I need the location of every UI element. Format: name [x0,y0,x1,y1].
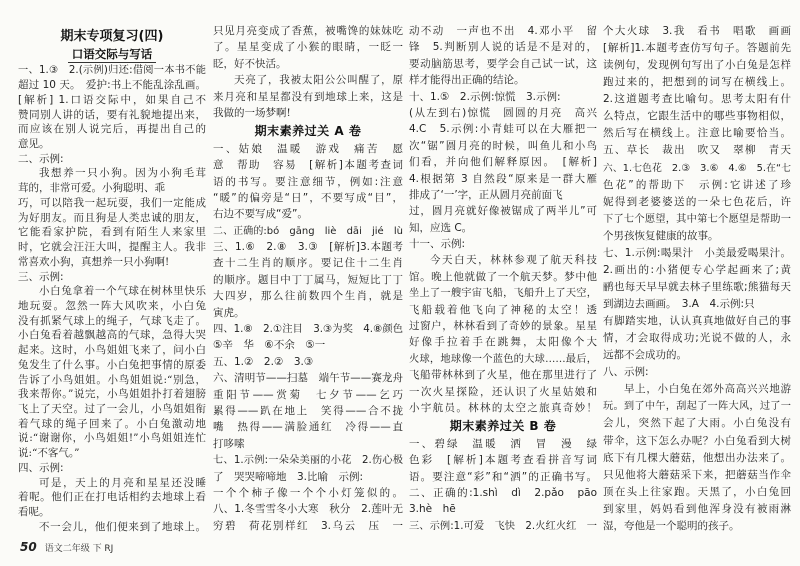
answer-line: 样才能得出正确的结论。 [409,74,525,87]
answer-line: 右边不要写成“爱”。 [213,208,308,221]
essay-line: 来月亮和星星都没有到地球上来，这是 [213,90,403,103]
essay-line: 着呢。他们正在打电话相约去地球上看 [18,491,206,504]
essay-line: 只见月亮变成了香蕉，被嘴馋的妹妹吃 [213,25,403,37]
answer-line: 二、示例: [18,152,64,165]
answer-line: 查十二生肖的顺序。要记住十二生肖 [213,257,403,270]
answer-line: (从左到右)惊慌 圆圆的月亮 高兴 [409,106,597,119]
text-column-1 [18,28,206,534]
essay-line: 火球，地球像一个蓝色的大球……最后， [409,352,597,365]
answer-line: 寅虎。 [213,306,245,319]
answer-line: 一个个柿子像一个个小灯笼似的。 [213,486,403,499]
answer-line: 八、示例: [603,366,649,379]
answer-line: 个大火球 3.我 看书 唱歌 画画 [603,25,791,37]
answer-line: 一、姑娘 温暖 游戏 痛苦 愿 [213,142,403,155]
section-heading: 期末素养过关 A 卷 [254,124,362,139]
answer-line: 动不动 一声也不出 4.邓小平 留 [409,25,597,37]
answer-line: 六、清明节——扫墓 端午节——赛龙舟 [213,372,403,385]
answer-line: 超过 10 天。 爱护:书上不能乱涂乱画。 [18,79,206,92]
answer-line: 锋 5.判断别人说的话是不是对的， [409,41,597,54]
essay-line: 坐上了一艘宇宙飞船，飞船升上了天空， [409,287,597,300]
answer-line: 次“锯”圆月亮的时候，叫鱼儿和小鸟 [409,139,597,152]
answer-line: 鹂也每天早早就去林子里练歌;熊猫每天 [603,280,791,293]
answer-line: 个男孩恢复健康的故事。 [603,229,719,242]
essay-line: 巧，可以陪我一起玩耍，我们一定能成 [18,196,206,209]
answer-line: 远都不会成功的。 [603,349,687,362]
page-footer [20,540,113,556]
essay-line: 看呢。 [18,506,50,518]
answer-line: 而应该在别人说完后，再提出自己的 [18,123,206,136]
answer-line: 跑过来的，把想到的词写在横线上。 [603,76,791,89]
answer-line: 下了七个愿望，其中第七个愿望是帮助一 [603,212,791,225]
page-title: 期末专项复习(四) [60,29,164,44]
answer-line: 们看，并向他们解释原因。 [解析] [409,156,597,169]
answer-line: 赞同别人讲的话，要有礼貌地提出来， [18,108,206,121]
answer-line: 意见。 [18,138,50,151]
answer-line: 排成了‘一’字，正从圆月亮前面飞 [409,188,563,201]
essay-line: 告诉了小鸟姐姐。小鸟姐姐说:“别急， [18,373,206,386]
answer-line: 打哆嗦 [213,437,245,450]
essay-line: 飞上了天空。过了一会儿，小鸟姐姐衔 [18,402,206,415]
answer-line: 3.hè hē [409,503,456,516]
answer-line: 十一、示例: [409,238,466,251]
essay-line: 过窗户，林林看到了奇妙的景象。星星 [409,320,597,333]
answer-line: 六、1.七色花 2.③ 3.⑥ 4.⑥ 5.在“七 [603,162,791,174]
book-label: 语文二年级 下 RJ [44,544,114,554]
answer-line: 七、1.示例:一朵朵美丽的小花 2.伤心极 [213,454,403,467]
answer-line: 重阳节——赏菊 七夕节——乞巧 [213,388,403,401]
essay-line: 为好朋友。而且狗是人类忠诚的朋友， [18,211,206,224]
essay-line: 地玩耍。忽然一阵大风吹来，小白兔 [18,299,206,312]
answer-line: 嘴 热得——满脸通红 冷得——直 [213,421,403,434]
essay-line: 带伞，这下怎么办呢？小白兔看到大树 [603,434,791,447]
answer-line: 七、1.示例:喝果汁 小美最爱喝果汁。 [603,246,791,259]
page-number: 50 [20,540,37,554]
essay-line: 飞船载着他飞向了神秘的太空！透 [409,303,597,316]
essay-line: 天亮了，我被太阳公公叫醒了，原 [234,74,403,87]
essay-line: 兔发生了什么事。小白兔把事情的原委 [18,358,206,371]
essay-line: 它能看家护院，看到有陌生人来家里 [18,226,206,239]
answer-line: 了 哭哭啼啼地 3.比喻 示例: [213,470,364,483]
answer-line: 累得——趴在地上 笑得——合不拢 [213,404,403,417]
essay-line: 一次火星探险，还认识了火星姑娘和 [409,385,597,398]
essay-line: 我来帮你。”说完，小鸟姐姐扑打着翅膀 [18,388,206,401]
essay-line: 时，它就会汪汪大叫，提醒主人。我非 [18,241,206,254]
text-column-4 [603,25,791,533]
answer-line: 过，圆月亮就好像被锯成了两半儿”可 [409,205,597,218]
answer-line: [解析] 1.口语交际中，如果自己不 [18,93,206,106]
answer-line: 2.画出的:小猪便专心学起画来了;黄 [603,263,791,276]
essay-line: 顶在头上往家跑。天黑了，小白兔回 [603,485,791,498]
answer-line: 情，才会取得成功;光说不做的人，永 [603,332,791,345]
answer-line: 五、1.② 2.② 3.③ [213,355,314,368]
essay-line: 好像手拉着手在跳舞，太阳像个大 [409,336,597,349]
answer-line: 五、草长 裁出 吹又 翠柳 青天 [603,144,791,157]
essay-line: 我做的一场梦啊! [213,106,291,119]
answer-line: 妮得到老婆婆送的一朵七色花后，许 [603,195,791,208]
answer-line: 么特点，它跟生活中的哪些事物相似， [603,110,791,123]
answer-line: 4.C 5.示例:小青蛙可以在大雁把一 [409,123,597,136]
answer-line: 三、示例: [18,270,64,283]
essay-line: 小白兔拿着一个气球在树林里快乐 [39,285,206,298]
answer-line: 要动脑筋思考，要学会自己试一试，这 [409,57,597,70]
answer-line: 八、1.冬雪雪冬小大寒 秋分 2.莲叶无 [213,503,403,516]
essay-line: 到家里，妈妈看到他浑身没有被雨淋 [603,502,791,515]
answer-line: 4.根据第 3 自然段“原来是一群大雁 [409,172,597,185]
essay-line: 今天白天，林林参观了航天科技 [430,254,597,267]
answer-line: 一、1.③ 2.(示例)归还:借阅一本书不能 [18,64,206,77]
essay-line: 茸的，非常可爱。小狗聪明、乖 [18,182,165,195]
answer-line: 意 帮助 容易 [解析]本题考查词 [213,159,403,172]
essay-line: 常喜欢小狗，真想养一只小狗啊! [18,255,170,268]
text-column-3 [409,25,597,533]
answer-line: “暖”的偏旁是“日”，不要写成“目”， [213,191,403,204]
text-column-2 [213,25,403,533]
essay-line: 可是，天上的月亮和星星还没睡 [39,476,206,489]
essay-line: 着气球的绳子回来了。小白兔激动地 [18,417,206,430]
answer-line: 三、1.⑥ 2.⑧ 3.③ [解析]3.本题考 [213,241,403,254]
essay-line: 会儿，突然下起了大雨。小白兔没有 [603,417,791,430]
essay-line: 玩。到了中午，刮起了一阵大风，过了一 [603,400,791,413]
answer-line: 三、示例:1.可爱 飞快 2.火红火红 一 [409,519,597,532]
answer-line: 色花”的帮助下 示例:它讲述了珍 [603,178,791,191]
page-subtitle [18,47,206,63]
answer-line: 语的书写。要注意细节，例如:注意 [213,175,403,188]
answer-line: 四、示例: [18,461,64,474]
essay-line: 底下有几棵大蘑菇，他想出办法来了。 [603,451,791,464]
answer-line: 二、正确的:bó gāng liè dāi jié lù [213,225,403,237]
answer-line: 2.这道题考查比喻句。思考太阳有什 [603,93,791,106]
essay-line: 我想养一只小狗。因为小狗毛茸 [39,167,206,180]
essay-line: 飞船带林林到了火星，他在那里进行了 [409,369,597,382]
section-heading: 期末素养过关 B 卷 [449,419,557,434]
answer-line: 大四岁，那么往前数四个生肖，就是 [213,290,403,303]
answer-line: 十、1.⑤ 2.示例:惊慌 3.示例: [409,90,561,103]
essay-line: 馆。晚上他就做了一个航天梦。梦中他 [409,270,597,283]
answer-line: 色彩 [解析]本题考查看拼音写词 [409,454,597,467]
essay-line: 不一会儿，他们便来到了地球上。 [39,520,206,533]
answer-line: 到湖边去画画。 3.A 4.示例:只 [603,298,755,310]
essay-line: 眨，好不快活。 [213,57,287,70]
answer-line: 语。要注意“彩”和“洒”的正确书写。 [409,470,597,483]
essay-line: 早上，小白兔在郊外高高兴兴地游 [624,383,791,396]
essay-line: 没有抓紧气球上的绳子，气球飞走了。 [18,314,206,327]
essay-line: 只见他将大蘑菇采下来，把蘑菇当作伞 [603,468,791,481]
answer-line: 穷碧 荷花别样红 3.乌云 压 一 [213,519,403,532]
answer-line: 的顺序。题目中丁丁属马，短短比丁丁 [213,273,403,286]
answer-line: 二、正确的:1.shì dì 2.pǎo pāo [409,486,597,499]
answer-line: 四、1.⑧ 2.①注目 3.③为奖 4.⑧颜色 [213,323,403,336]
answer-line: ⑤辛 华 ⑥不余 ⑤一 [213,339,326,352]
answer-line: 知，应选 C。 [409,221,473,234]
answer-line: 然后写在横线上。注意比喻要恰当。 [603,127,791,140]
essay-line: 湿，夸他是一个聪明的孩子。 [603,519,740,532]
page-subtitle-text: 口语交际与写话 [68,47,157,63]
essay-line: 小白兔看着越飘越高的气球，急得大哭 [18,329,206,342]
essay-line: 说:“不客气。” [18,447,80,460]
essay-line: 说:“谢谢你，小鸟姐姐!”小鸟姐姐连忙 [18,432,206,445]
essay-line: 了。星星变成了小猴的眼睛，一眨一 [213,41,403,54]
essay-line: 起来。这时，小鸟姐姐飞来了，问小白 [18,344,206,357]
essay-line: 小宇航员。林林的太空之旅真奇妙！ [409,401,597,414]
answer-line: 有脚踏实地，认认真真地做好自己的事 [603,315,791,328]
answer-line: 读例句，发现例句写出了小白兔是怎样 [603,59,791,72]
answer-line: [解析]1.本题考查仿写句子。答题前先 [603,42,791,55]
answer-line: 一、碧绿 温暖 洒 冒 漫 绿 [409,437,597,450]
